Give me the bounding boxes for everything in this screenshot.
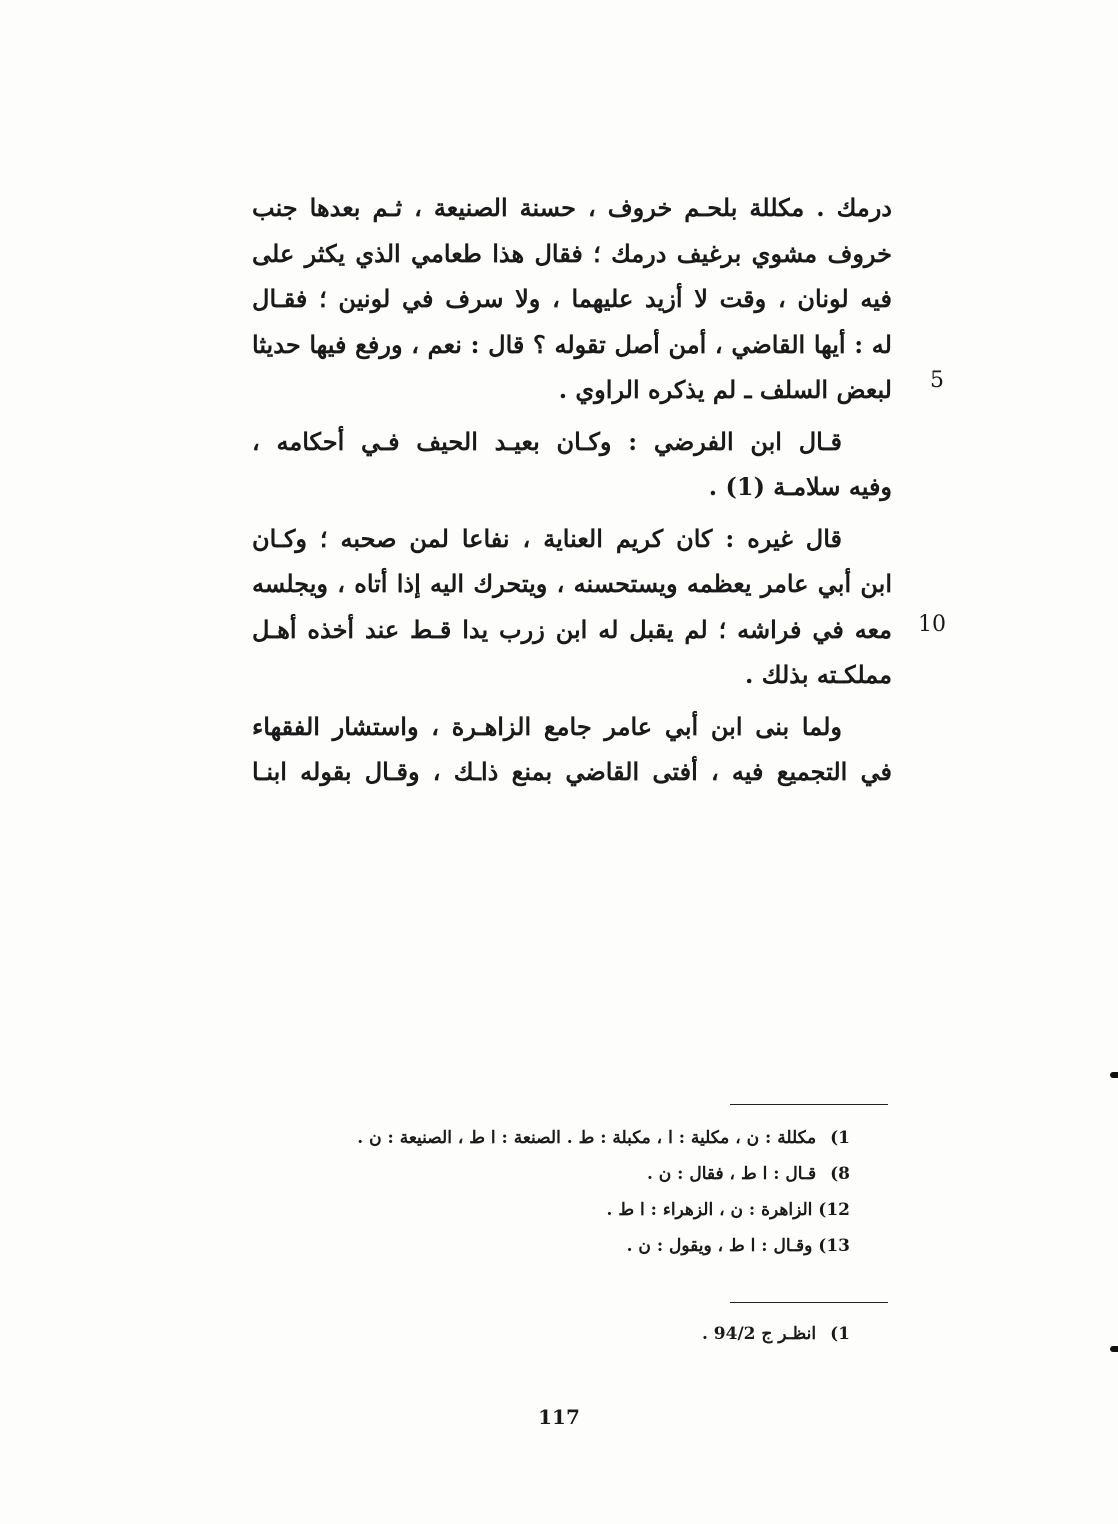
apparatus-note [250,1156,850,1192]
text-line: ولما بنى ابن أبي عامر جامع الزاهـرة ، واستشار الفقهاء [252,711,842,741]
text-line: فيه لونان ، وقت لا أزيد عليهما ، ولا سرف في لونين ؛ فقـال [252,284,892,313]
paragraph-1 [252,185,892,413]
text-line: وفيه سلامـة (1) . [708,472,892,501]
text-line: في التجميع فيه ، أفتى القاضي بمنع ذاـك ، وقـال بقوله ابنـا [252,757,892,786]
text-line: قـال ابن الفرضي : وكـان بعيـد الحيف فـي أحكامه ، [252,426,842,456]
text-line: لبعض السلف ـ لم يذكره الراوي . [558,375,892,404]
footnote-separator-apparatus [730,1104,888,1105]
paragraph-4 [252,704,892,795]
apparatus-notes [250,1120,850,1264]
note-number: 1) [830,1324,850,1344]
scan-edge-mark [1110,1072,1118,1078]
note-number: 1) [830,1128,850,1148]
note-number: 12) [818,1200,850,1220]
note-text: وقـال : ا ط ، ويقول : ن . [626,1236,813,1256]
text-line: معه في فراشه ؛ لم يقبل له ابن زرب يدا قـط عند أخذه أهـل [252,614,892,644]
apparatus-note [250,1120,850,1156]
note-number: 8) [830,1164,850,1184]
text-line: مملكـته بذلك . [745,660,892,689]
text-line: درمك . مكللة بلحـم خروف ، حسنة الصنيعة ، ثـم بعدها جنب [252,193,892,222]
footnote-separator-sources [730,1302,888,1303]
paragraph-2 [252,419,892,510]
scan-edge-mark [1110,1346,1118,1352]
note-text: قـال : ا ط ، فقال : ن . [646,1164,817,1184]
note-number: 13) [818,1236,850,1256]
main-text [252,185,892,795]
source-note [250,1316,850,1352]
apparatus-note [250,1228,850,1264]
text-line: قال غيره : كان كريم العناية ، نفاعا لمن صحبه ؛ وكـان [252,523,842,553]
text-line: خروف مشوي برغيف درمك ؛ فقال هذا طعامي الذي يكثر على [252,238,892,268]
page-number: 117 [538,1405,580,1429]
line-number-10: 10 [918,612,946,637]
note-text: الزاهرة : ن ، الزهراء : ا ط . [606,1200,813,1220]
paragraph-3 [252,516,892,698]
note-text: انظـر ج 94/2 . [701,1324,817,1344]
note-text: مكللة : ن ، مكلية : ا ، مكبلة : ط . الصنعة : ا ط ، الصنيعة : ن . [357,1128,817,1148]
apparatus-note [250,1192,850,1228]
line-number-5: 5 [930,368,944,393]
text-line: ابن أبي عامر يعظمه ويستحسنه ، ويتحرك اليه إذا أتاه ، ويجلسه [252,569,892,598]
source-notes [250,1316,850,1352]
text-line: له : أيها القاضي ، أمن أصل تقوله ؟ قال : نعم ، ورفع فيها حديثا [252,329,892,359]
